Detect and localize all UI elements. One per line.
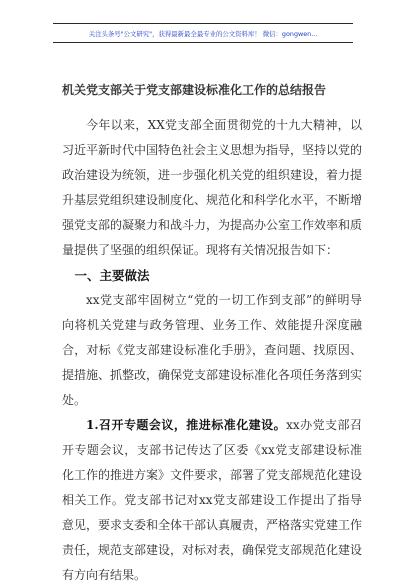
document-page	[62, 80, 362, 588]
section-heading: 一、主要做法	[74, 268, 150, 283]
item-lead: 1.召开专题会议，推进标准化建设。	[86, 418, 287, 432]
header-banner[interactable]: 关注头条号"公文研究"，获得最新最全最专业的公文资料库！ 微信：gongwen...	[53, 23, 353, 43]
item-body: xx办党支部召开专题会议，支部书记传达了区委《xx党支部建设标准化工作的推进方案》文件要求，部署了党支部规范化建设相关工作。党支部书记对xx党支部建设工作提出了指导意见，要求支委和全体干部认真履责，严格落实党建工作责任，规范支部建设，对标对表，确保党支部规范化建设有方向有结果。	[62, 418, 363, 582]
intro-paragraph: 今年以来，XX党支部全面贯彻党的十九大精神，以习近平新时代中国特色社会主义思想为指导，坚持以党的政治建设为统领，进一步强化机关党的组织建设，着力提升基层党组织建设制度化、规范化和科学化水平，不断增强党支部的凝聚力和战斗力，为提高办公室工作效率和质量提供了坚强的组织保证。现将有关情况报告如下：	[62, 118, 363, 257]
section-paragraph: xx党支部牢固树立“党的一切工作到支部”的鲜明导向将机关党建与政务管理、业务工作、效能提升深度融合，对标《党支部建设标准化手册》，查问题、找原因、提措施、抓整改，确保党支部建设标准化各项任务落到实处。	[62, 293, 363, 407]
item-paragraph	[62, 413, 362, 588]
document-title: 机关党支部关于党支部建设标准化工作的总结报告	[62, 83, 327, 97]
